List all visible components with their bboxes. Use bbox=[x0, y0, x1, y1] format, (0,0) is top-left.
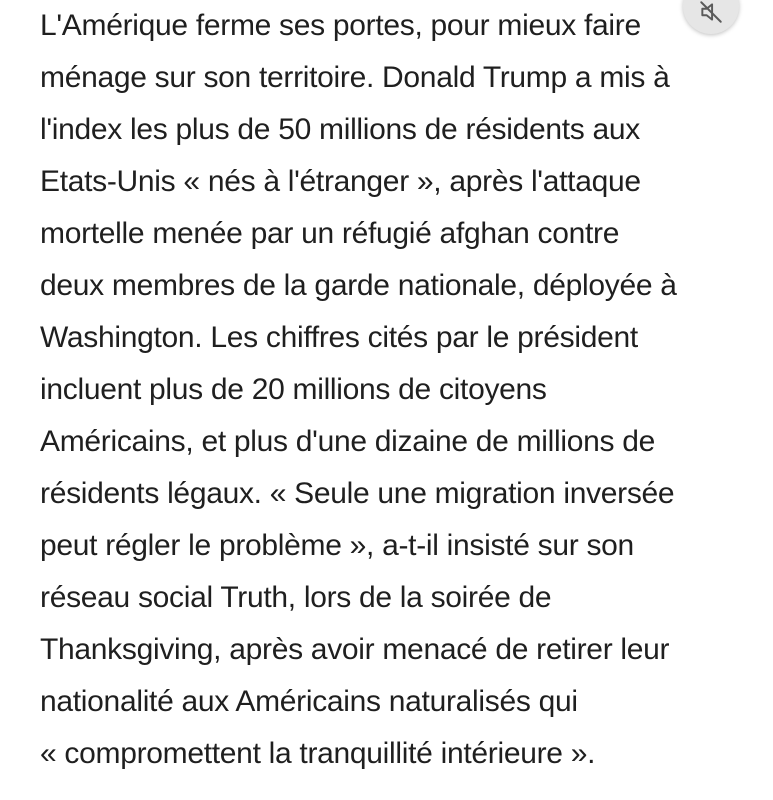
paragraph-line: L'Amérique ferme ses portes, pour mieux faire bbox=[40, 9, 641, 42]
paragraph-line: résidents légaux. « Seule une migration inversée bbox=[40, 477, 675, 510]
paragraph-line: Etats-Unis « nés à l'étranger », après l'attaque bbox=[40, 165, 641, 198]
paragraph-line: Américains, et plus d'une dizaine de millions de bbox=[40, 425, 655, 458]
paragraph-line: « compromettent la tranquillité intérieure ». bbox=[40, 737, 596, 770]
paragraph-line: incluent plus de 20 millions de citoyens bbox=[40, 373, 547, 406]
paragraph-line: peut régler le problème », a-t-il insisté sur son bbox=[40, 529, 634, 562]
article-paragraph bbox=[40, 0, 760, 780]
paragraph-line: deux membres de la garde nationale, déployée à bbox=[40, 269, 677, 302]
paragraph-line: l'index les plus de 50 millions de résidents aux bbox=[40, 113, 640, 146]
paragraph-line: mortelle menée par un réfugié afghan contre bbox=[40, 217, 620, 250]
paragraph-line: ménage sur son territoire. Donald Trump a mis à bbox=[40, 61, 670, 94]
paragraph-line: Thanksgiving, après avoir menacé de retirer leur bbox=[40, 633, 670, 666]
paragraph-line: nationalité aux Américains naturalisés qui bbox=[40, 685, 578, 718]
paragraph-line: réseau social Truth, lors de la soirée de bbox=[40, 581, 552, 614]
paragraph-line: Washington. Les chiffres cités par le président bbox=[40, 321, 638, 354]
speaker-muted-icon bbox=[698, 0, 724, 30]
